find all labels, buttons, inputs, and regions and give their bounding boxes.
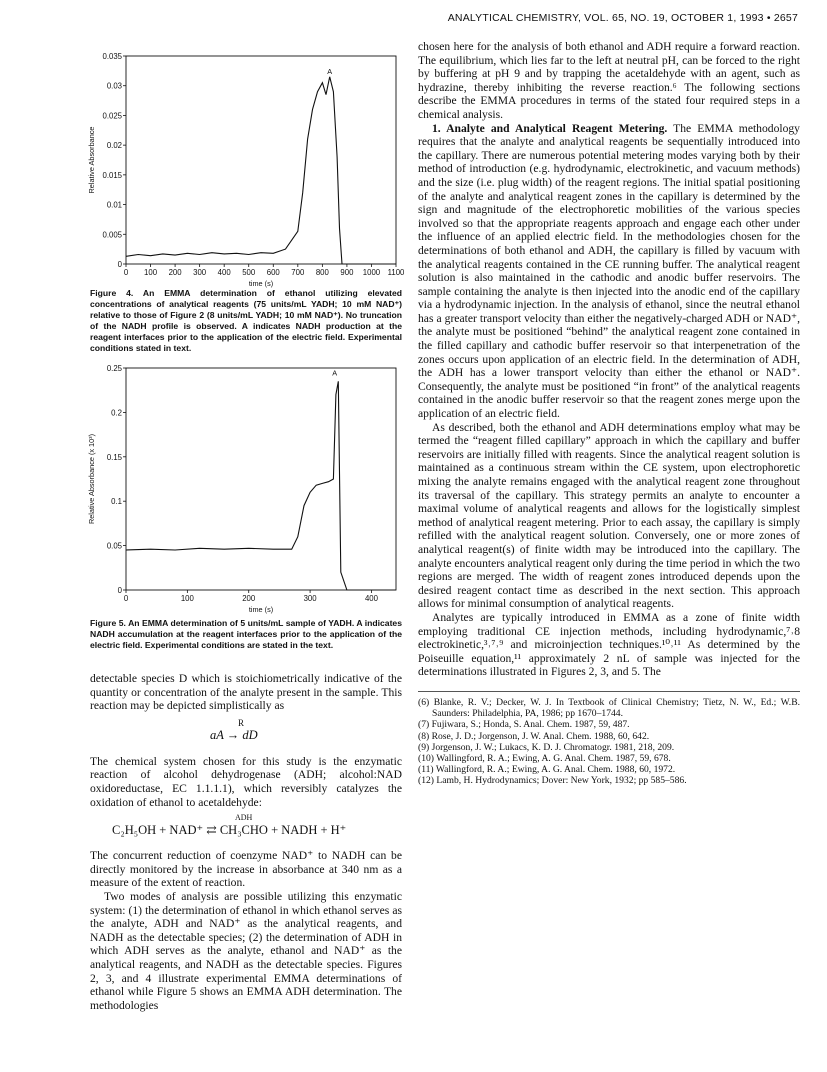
- y-tick-label: 0.035: [102, 52, 122, 61]
- paragraph: The chemical system chosen for this study is the enzymatic reaction of alcohol dehydrogenase (ADH; alcohol:NAD oxidoreductase, EC 1.1.1.1), which reversibly catalyzes the oxidation of ethanol to acetaldehyde:: [90, 754, 402, 809]
- equation-enzyme-label: ADH: [235, 813, 253, 823]
- paragraph: chosen here for the analysis of both ethanol and ADH require a forward reaction. The equilibrium, which lies far to the left at neutral pH, can be forced to the right by buffering at pH 9 and by trapping the acetaldehyde with an agent, such as hydrazine, thereby inhibiting the reverse reaction.⁶ The following sections describe the EMMA procedures in terms of the stated four required steps in a chemical analysis.: [418, 40, 800, 121]
- reference-item: (12) Lamb, H. Hydrodynamics; Dover: New York, 1932; pp 585–586.: [418, 775, 687, 787]
- y-tick-label: 0: [117, 260, 122, 269]
- reference-item: (7) Fujiwara, S.; Honda, S. Anal. Chem. 1987, 59, 487.: [418, 719, 630, 731]
- y-tick-label: 0.2: [111, 408, 122, 418]
- x-tick-label: 600: [266, 268, 280, 277]
- y-axis-label: Relative Absorbance (x 10³): [87, 433, 96, 525]
- figure-4-label: Figure 4.: [90, 288, 134, 298]
- x-tick-label: 1000: [362, 268, 381, 277]
- y-tick-label: 0.025: [102, 111, 122, 121]
- y-tick-label: 0.015: [102, 170, 122, 180]
- x-tick-label: 300: [303, 594, 317, 603]
- x-tick-label: 0: [123, 594, 129, 603]
- paragraph: detectable species D which is stoichiometrically indicative of the quantity or concentration of the analyte present in the sample. This reaction may be depicted simplistically as: [90, 672, 402, 713]
- peak-annotation: A: [327, 66, 333, 76]
- paragraph: Analytes are typically introduced in EMMA as a zone of finite width employing traditional CE injection methods, including hydrodynamic,⁷˒8 electrokinetic,³˒⁷˒⁹ and microinjection techniques.¹⁰˒¹¹ As determined by the Poiseuille equation,¹¹ approximately 2 nL of sample was injected for the determinations illustrated in Figures 2, 3, and 5. The: [418, 610, 800, 679]
- x-tick-label: 0: [123, 268, 129, 277]
- y-tick-label: 0.15: [106, 452, 122, 462]
- y-tick-label: 0.02: [106, 141, 122, 151]
- reference-item: (10) Wallingford, R. A.; Ewing, A. G. Anal. Chem. 1987, 59, 678.: [418, 752, 671, 764]
- y-tick-label: 0.01: [106, 200, 122, 210]
- plot-frame: [126, 56, 396, 264]
- data-series-line: [126, 381, 396, 590]
- x-tick-label: 900: [340, 268, 354, 277]
- paragraph: Two modes of analysis are possible utilizing this enzymatic system: (1) the determination of ethanol in which ethanol serves as the analyte, ADH and NAD⁺ as the analytical reagents, and NADH as the detectable species; (2) the determination of ADH in which ADH serves as the analyte, ethanol and NAD⁺ as the analytical reagents, and NADH as the detectable species. Figures 2, 3, and 4 illustrate experimental EMMA determinations of ethanol while Figure 5 shows an EMMA ADH determination. The methodologies: [90, 889, 402, 1012]
- figure-4-chart: [70, 44, 410, 288]
- x-tick-label: 500: [242, 268, 256, 277]
- figure-5-label: Figure 5.: [90, 618, 126, 628]
- x-tick-label: 100: [144, 268, 158, 277]
- figure-5-caption: [90, 618, 402, 651]
- x-tick-label: 700: [291, 268, 305, 277]
- x-axis-label: time (s): [248, 279, 274, 288]
- paragraph: The concurrent reduction of coenzyme NAD⁺ to NADH can be directly monitored by the increase in absorbance at 340 nm as a measure of the extent of reaction.: [90, 849, 402, 890]
- x-tick-label: 1100: [387, 268, 405, 277]
- paragraph: As described, both the ethanol and ADH determinations employ what may be termed the “reagent filled capillary” approach in which the capillary and buffer reservoirs are initially filled with reagents. Since the analytical reagent solution is maintained as a continuous stream within the CE system, upon electrophoretic mixing the analyte remains engaged with the analytical reagent zone throughout its traversal of the capillary. This strategy permits an analyte to encounter a maximal volume of analytical reagents and allows for the logistically simplest method of analytical reagent metering. Prior to each assay, the capillary is simply refilled with the analytical reagent solution. Conversely, one or more zones of analytical reagent(s) of finite width may be introduced into the capillary. The analyte encounters analytical reagent only during the time period in which the two regions are merged. The width of reagent zones introduced depends upon the desired reagent contact time as described in the next section. This approach allows for minimal consumption of analytical reagents.: [418, 420, 800, 611]
- y-tick-label: 0.005: [102, 230, 122, 240]
- right-column-text: [418, 40, 800, 787]
- paragraph-body: The EMMA methodology requires that the analyte and analytical reagents be sequentially introduced into the capillary. There are numerous potential metering modes varying both by their method of introduction (e.g. hydrodynamic, electrokinetic, and vacuum methods) and the size (i.e. plug width) of the reagent regions. The initial spatial positioning of the analyte and analytical reagent zones in the capillary is determined by the sign and magnitude of the electrophoretic mobilities of the various species involved so that the appropriate reagents approach and engage each other under the influence of an applied electric field. In the methodologies chosen for the determinations of both ethanol and ADH, the capillary is filled by vacuum with the analytical reagents contained in the CE running buffer. The analytical reagent solution is also maintained in the cathodic and anodic buffer reservoirs. The sample containing the analyte is then injected into the anodic end of the capillary via a hydrodynamic injection. In the analysis of ethanol, since the neutral ethanol has a greater transport velocity than either the negatively-charged ADH or NAD⁺, the analyte must be positioned “behind” the analytical reagent zone contained in the filled capillary and cathodic buffer reservoir so that interpenetration of the zones occurs upon application of an electric field. In the determination of ADH, the ADH has a lower transport velocity than either the ethanol or NAD⁺. Consequently, the analyte must be positioned “in front” of the analytical reagents contained in the anodic buffer reservoir so that the reagent zones merge upon the application of an electric field.: [418, 121, 800, 421]
- figure-4-caption: [90, 288, 402, 354]
- references-list: [418, 691, 800, 787]
- peak-annotation: A: [332, 368, 338, 378]
- paragraph: [418, 122, 800, 421]
- y-tick-label: 0.1: [111, 497, 122, 507]
- y-tick-label: 0.03: [106, 81, 122, 91]
- x-tick-label: 200: [242, 594, 256, 603]
- figure-4-caption-text: An EMMA determination of ethanol utilizing elevated concentrations of analytical reagents (75 units/mL YADH; 10 mM NAD⁺) relative to those of Figure 2 (8 units/mL YADH; 10 mM NAD⁺). No truncation of the NADH profile is observed. A indicates NADH production at the reagent interfaces prior to the application of the electric field. Experimental conditions stated in text.: [90, 288, 402, 353]
- x-tick-label: 300: [193, 268, 207, 277]
- equation-general-reaction: [90, 717, 402, 753]
- x-tick-label: 800: [315, 268, 329, 277]
- reference-item: (8) Rose, J. D.; Jorgenson, J. W. Anal. Chem. 1988, 60, 642.: [418, 730, 650, 742]
- y-axis-label: Relative Absorbance: [87, 126, 96, 194]
- x-tick-label: 400: [217, 268, 231, 277]
- left-column-text: [90, 672, 402, 1012]
- x-tick-label: 200: [168, 268, 182, 277]
- equation-catalyst-label: R: [238, 717, 245, 728]
- reference-item: (6) Blanke, R. V.; Decker, W. J. In Textbook of Clinical Chemistry; Tietz, N. W., Ed.; W.B. Saunders: Philadelphia, PA, 1986; pp 1670–1744.: [418, 696, 800, 720]
- x-tick-label: 100: [180, 594, 194, 603]
- reference-item: (11) Wallingford, R. A.; Ewing, A. G. Anal. Chem. 1988, 60, 1972.: [418, 764, 676, 776]
- equation-text: aA → dD: [210, 727, 258, 742]
- running-header: ANALYTICAL CHEMISTRY, VOL. 65, NO. 19, OCTOBER 1, 1993 • 2657: [447, 12, 798, 24]
- equation-text: C₂H₅OH + NAD⁺ ⇄ CH₃CHO + NADH + H⁺: [112, 823, 347, 838]
- equation-adh-reaction: [90, 811, 402, 845]
- reference-item: (9) Jorgenson, J. W.; Lukacs, K. D. J. Chromatogr. 1981, 218, 209.: [418, 741, 675, 753]
- y-tick-label: 0: [117, 586, 122, 595]
- section-heading: 1. Analyte and Analytical Reagent Metering.: [432, 121, 668, 135]
- plot-frame: [126, 368, 396, 590]
- figure-5-chart: [70, 360, 410, 616]
- y-tick-label: 0.25: [106, 364, 122, 373]
- figure-5-caption-text: An EMMA determination of 5 units/mL sample of YADH. A indicates NADH accumulation at the reagent interfaces prior to the application of the electric field. Experimental conditions are stated in the text.: [90, 618, 402, 650]
- x-tick-label: 400: [364, 594, 378, 603]
- x-axis-label: time (s): [248, 605, 274, 614]
- data-series-line: [126, 77, 396, 264]
- y-tick-label: 0.05: [106, 541, 122, 551]
